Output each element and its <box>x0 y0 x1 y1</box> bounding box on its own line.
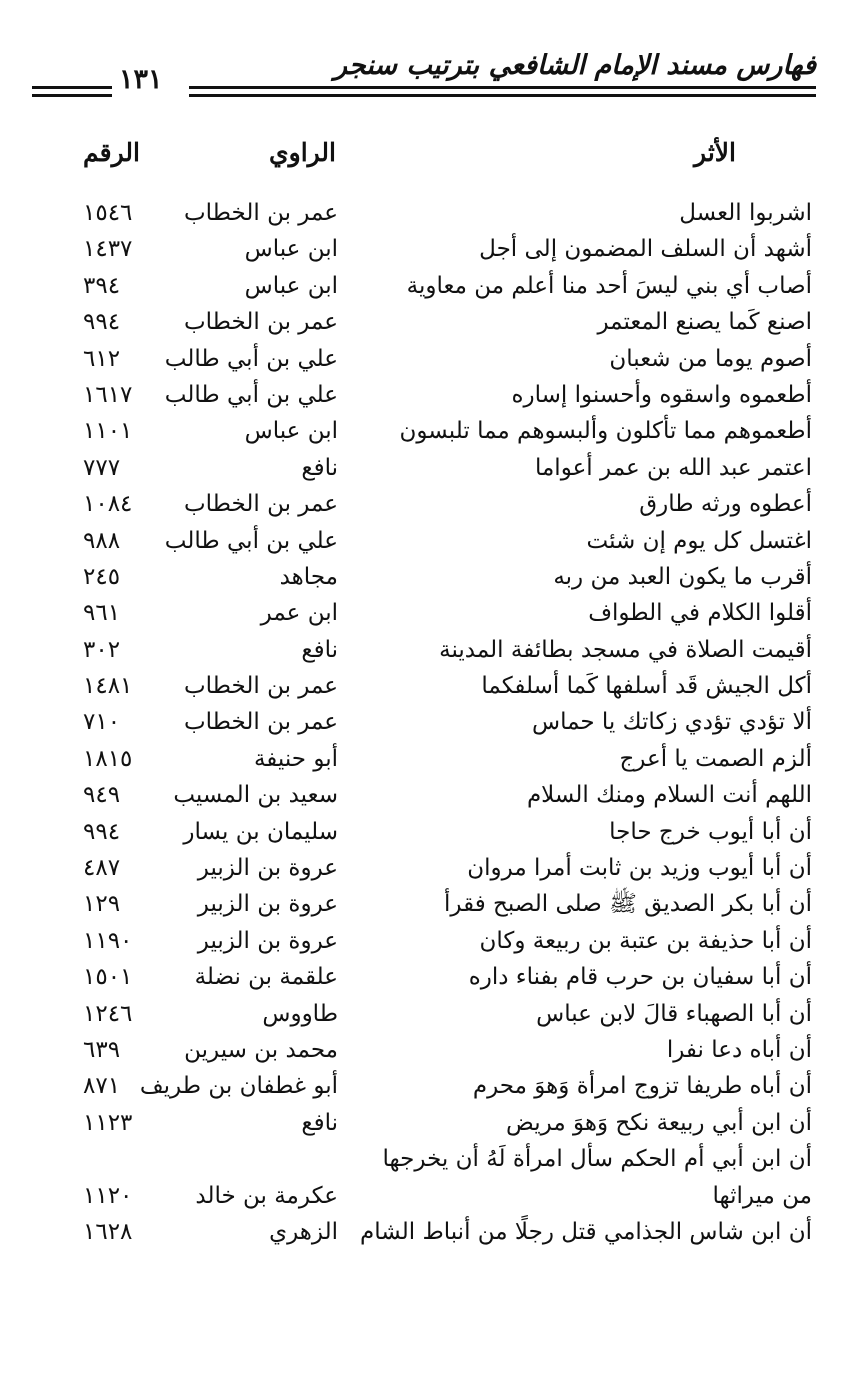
rawi-cell: مجاهد <box>279 563 338 590</box>
header-rule <box>32 94 112 97</box>
raqm-cell: ٣٠٢ <box>83 636 121 663</box>
rawi-cell: عمر بن الخطاب <box>183 673 338 700</box>
athar-cell: أن أبا أيوب خرج حاجا <box>609 818 812 845</box>
table-row <box>0 996 856 1032</box>
athar-cell: أكل الجيش قَد أسلفها كَما أسلفكما <box>481 673 812 700</box>
table-row <box>0 850 856 886</box>
raqm-cell: ٩٤٩ <box>83 782 121 809</box>
athar-cell: أن ابن أبي ربيعة نكح وَهوَ مريض <box>506 1109 812 1136</box>
raqm-cell: ٢٤٥ <box>83 563 121 590</box>
page-number: ١٣١ <box>119 64 163 95</box>
rawi-cell: محمد بن سيرين <box>184 1036 338 1063</box>
rawi-cell: نافع <box>301 454 338 481</box>
rawi-cell: عروة بن الزبير <box>197 927 338 954</box>
table-row <box>0 595 856 631</box>
rawi-cell: عمر بن الخطاب <box>183 491 338 518</box>
raqm-cell: ١١٢٣ <box>83 1109 133 1136</box>
athar-cell: أصاب أي بني ليسَ أحد منا أعلم من معاوية <box>406 272 812 299</box>
table-row <box>0 1105 856 1141</box>
rawi-cell: نافع <box>301 1109 338 1136</box>
athar-cell: اصنع كَما يصنع المعتمر <box>597 309 812 336</box>
athar-cell: أن أبا أيوب وزيد بن ثابت أمرا مروان <box>467 855 812 882</box>
athar-cell: اللهم أنت السلام ومنك السلام <box>526 782 812 809</box>
rawi-cell: ابن عباس <box>244 236 338 263</box>
athar-cell: أن أباه دعا نفرا <box>666 1036 812 1063</box>
rawi-cell: عروة بن الزبير <box>197 855 338 882</box>
raqm-cell: ٣٩٤ <box>83 272 121 299</box>
rawi-cell: سليمان بن يسار <box>183 818 338 845</box>
rawi-cell: أبو غطفان بن طريف <box>139 1073 338 1100</box>
athar-cell: اشربوا العسل <box>679 200 812 226</box>
raqm-cell: ٩٩٤ <box>83 309 121 336</box>
header-rule <box>189 94 816 97</box>
raqm-cell: ١٢٩ <box>83 891 121 918</box>
athar-cell: أقرب ما يكون العبد من ربه <box>553 563 812 590</box>
raqm-cell: ٦٣٩ <box>83 1036 121 1063</box>
rawi-cell: عمر بن الخطاب <box>183 709 338 736</box>
rawi-cell: علي بن أبي طالب <box>164 381 338 408</box>
table-row <box>0 777 856 813</box>
raqm-cell: ٦١٢ <box>83 345 121 372</box>
table-row <box>0 886 856 922</box>
table-row <box>0 1068 856 1104</box>
raqm-cell: ٩٦١ <box>83 600 121 627</box>
athar-cell: من ميراثها <box>712 1182 812 1209</box>
athar-cell: أقيمت الصلاة في مسجد بطائفة المدينة <box>439 636 812 663</box>
raqm-cell: ١٤٣٧ <box>83 236 133 263</box>
table-row <box>0 1214 856 1250</box>
athar-cell: اعتمر عبد الله بن عمر أعواما <box>534 454 812 481</box>
athar-cell: أن أبا بكر الصديق ﷺ صلى الصبح فقرأ <box>444 891 812 918</box>
table-row <box>0 959 856 995</box>
rawi-cell: علي بن أبي طالب <box>164 527 338 554</box>
rawi-cell: ابن عباس <box>244 272 338 299</box>
table-row <box>0 486 856 522</box>
running-title: فهارس مسند الإمام الشافعي بترتيب سنجر <box>333 50 816 81</box>
athar-cell: اغتسل كل يوم إن شئت <box>586 527 812 554</box>
raqm-cell: ٤٨٧ <box>83 855 121 882</box>
athar-cell: أصوم يوما من شعبان <box>609 345 812 372</box>
table-row <box>0 741 856 777</box>
athar-cell: أعطوه ورثه طارق <box>639 491 812 518</box>
athar-cell: أشهد أن السلف المضمون إلى أجل <box>479 236 812 263</box>
table-row <box>0 704 856 740</box>
column-header-athar: الأثر <box>694 138 736 167</box>
rawi-cell: علي بن أبي طالب <box>164 345 338 372</box>
rawi-cell: نافع <box>301 636 338 663</box>
table-row <box>0 413 856 449</box>
raqm-cell: ١٥٤٦ <box>83 200 133 226</box>
raqm-cell: ١٨١٥ <box>83 745 133 772</box>
raqm-cell: ١٦١٧ <box>83 381 133 408</box>
raqm-cell: ٩٩٤ <box>83 818 121 845</box>
page-header <box>24 50 816 100</box>
column-headers <box>0 138 856 178</box>
column-header-rawi: الراوي <box>269 138 336 167</box>
table-row <box>0 1141 856 1177</box>
athar-cell: ألا تؤدي تؤدي زكاتك يا حماس <box>532 709 812 736</box>
rawi-cell: عكرمة بن خالد <box>195 1182 338 1209</box>
raqm-cell: ١٠٨٤ <box>83 491 133 518</box>
table-row <box>0 450 856 486</box>
raqm-cell: ٩٨٨ <box>83 527 121 554</box>
rawi-cell: ابن عباس <box>244 418 338 445</box>
rawi-cell: عمر بن الخطاب <box>183 200 338 226</box>
athar-cell: أن ابن أبي أم الحكم سأل امرأة لَهُ أن يخرجها <box>382 1146 812 1173</box>
table-row <box>0 923 856 959</box>
athar-cell: أطعموه واسقوه وأحسنوا إساره <box>511 381 812 408</box>
table-row <box>0 341 856 377</box>
athar-cell: أن أبا حذيفة بن عتبة بن ربيعة وكان <box>479 927 812 954</box>
rawi-cell: عمر بن الخطاب <box>183 309 338 336</box>
table-row <box>0 377 856 413</box>
raqm-cell: ٨٧١ <box>83 1073 121 1100</box>
raqm-cell: ١٦٢٨ <box>83 1218 133 1245</box>
rawi-cell: الزهري <box>269 1218 338 1245</box>
rawi-cell: عروة بن الزبير <box>197 891 338 918</box>
rawi-cell: أبو حنيفة <box>253 745 338 772</box>
table-row <box>0 304 856 340</box>
rawi-cell: طاووس <box>262 1000 338 1027</box>
raqm-cell: ٧٧٧ <box>83 454 121 481</box>
header-rule <box>32 86 112 89</box>
rawi-cell: سعيد بن المسيب <box>173 782 338 809</box>
athar-cell: أن أبا سفيان بن حرب قام بفناء داره <box>468 964 812 991</box>
index-table <box>0 195 856 1250</box>
table-row <box>0 559 856 595</box>
athar-cell: أطعموهم مما تأكلون وألبسوهم مما تلبسون <box>399 418 812 445</box>
table-row <box>0 523 856 559</box>
rawi-cell: علقمة بن نضلة <box>194 964 338 991</box>
table-row <box>0 231 856 267</box>
raqm-cell: ١٥٠١ <box>83 964 133 991</box>
raqm-cell: ٧١٠ <box>83 709 121 736</box>
table-row <box>0 814 856 850</box>
table-row <box>0 195 856 231</box>
table-row <box>0 268 856 304</box>
table-row <box>0 668 856 704</box>
raqm-cell: ١١٠١ <box>83 418 133 445</box>
table-row <box>0 1032 856 1068</box>
raqm-cell: ١٢٤٦ <box>83 1000 133 1027</box>
athar-cell: ألزم الصمت يا أعرج <box>619 745 812 772</box>
table-row <box>0 632 856 668</box>
athar-cell: أقلوا الكلام في الطواف <box>588 600 812 627</box>
athar-cell: أن أباه طريفا تزوج امرأة وَهوَ محرم <box>472 1073 812 1100</box>
table-row <box>0 1178 856 1214</box>
rawi-cell: ابن عمر <box>260 600 338 627</box>
column-header-raqm: الرقم <box>83 138 140 167</box>
header-rule <box>189 86 816 89</box>
athar-cell: أن أبا الصهباء قالَ لابن عباس <box>536 1000 812 1027</box>
raqm-cell: ١١٢٠ <box>83 1182 133 1209</box>
athar-cell: أن ابن شاس الجذامي قتل رجلًا من أنباط الشام <box>359 1218 812 1245</box>
raqm-cell: ١١٩٠ <box>83 927 133 954</box>
raqm-cell: ١٤٨١ <box>83 673 133 700</box>
